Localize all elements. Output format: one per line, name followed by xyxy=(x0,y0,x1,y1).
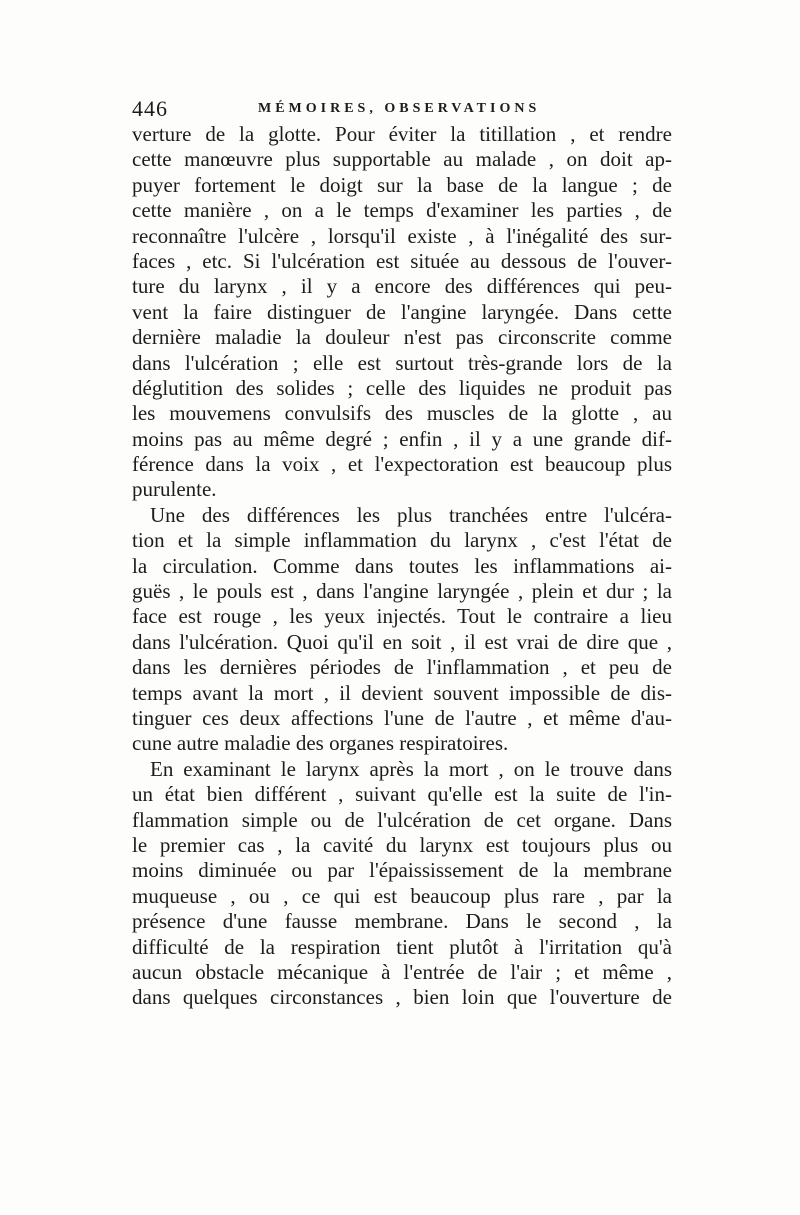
text-line: moins pas au même degré ; enfin , il y a une grande dif- xyxy=(132,426,672,451)
page-number: 446 xyxy=(132,96,168,121)
text-line: En examinant le larynx après la mort , on le trouve dans xyxy=(150,756,672,781)
text-line: dans l'ulcération. Quoi qu'il en soit , il est vrai de dire que , xyxy=(132,629,672,654)
text-line: face est rouge , les yeux injectés. Tout le contraire a lieu xyxy=(132,604,672,629)
text-line: guës , le pouls est , dans l'angine laryngée , plein et dur ; la xyxy=(132,579,672,604)
text-line: la circulation. Comme dans toutes les inflammations ai- xyxy=(132,553,672,578)
text-line: verture de la glotte. Pour éviter la titillation , et rendre xyxy=(132,122,672,146)
text-line: les mouvemens convulsifs des muscles de la glotte , au xyxy=(132,401,672,426)
text-line: présence d'une fausse membrane. Dans le second , la xyxy=(132,909,672,934)
text-line: Une des différences les plus tranchées entre l'ulcéra- xyxy=(150,502,672,527)
paragraph-3 xyxy=(132,757,672,1011)
text-line: ture du larynx , il y a encore des différences qui peu- xyxy=(132,274,672,299)
text-line: difficulté de la respiration tient plutôt à l'irritation qu'à xyxy=(132,934,672,959)
text-line: aucun obstacle mécanique à l'entrée de l'air ; et même , xyxy=(132,959,672,984)
text-line: flammation simple ou de l'ulcération de cet organe. Dans xyxy=(132,807,672,832)
text-line: un état bien différent , suivant qu'elle est la suite de l'in- xyxy=(132,782,672,807)
text-line: tinguer ces deux affections l'une de l'autre , et même d'au- xyxy=(132,705,672,730)
text-line: cette manière , on a le temps d'examiner les parties , de xyxy=(132,198,672,223)
text-line: vent la faire distinguer de l'angine laryngée. Dans cette xyxy=(132,299,672,324)
text-line: puyer fortement le doigt sur la base de la langue ; de xyxy=(132,172,672,197)
text-line: muqueuse , ou , ce qui est beaucoup plus rare , par la xyxy=(132,883,672,908)
text-line: cette manœuvre plus supportable au malade , on doit ap- xyxy=(132,147,672,172)
text-line: cune autre maladie des organes respiratoires. xyxy=(132,731,509,756)
text-line: férence dans la voix , et l'expectoration est beaucoup plus xyxy=(132,452,672,477)
text-line: tion et la simple inflammation du larynx , c'est l'état de xyxy=(132,528,672,553)
text-line: dans les dernières périodes de l'inflammation , et peu de xyxy=(132,655,672,680)
body-text xyxy=(132,122,672,1011)
text-line: moins diminuée ou par l'épaississement de la membrane xyxy=(132,858,672,883)
text-line: reconnaître l'ulcère , lorsqu'il existe , à l'inégalité des sur- xyxy=(132,223,672,248)
text-line: faces , etc. Si l'ulcération est située au dessous de l'ouver- xyxy=(132,248,672,273)
text-line: dans quelques circonstances , bien loin que l'ouverture de xyxy=(132,985,672,1010)
text-line: purulente. xyxy=(132,477,217,502)
text-line: dans l'ulcération ; elle est surtout très-grande lors de la xyxy=(132,350,672,375)
text-line: déglutition des solides ; celle des liquides ne produit pas xyxy=(132,375,672,400)
text-line: le premier cas , la cavité du larynx est toujours plus ou xyxy=(132,832,672,857)
text-line: temps avant la mort , il devient souvent impossible de dis- xyxy=(132,680,672,705)
paragraph-1 xyxy=(132,122,672,503)
running-head: MÉMOIRES, OBSERVATIONS xyxy=(258,101,541,116)
paragraph-2 xyxy=(132,503,672,757)
text-line: dernière maladie la douleur n'est pas circonscrite comme xyxy=(132,325,672,350)
